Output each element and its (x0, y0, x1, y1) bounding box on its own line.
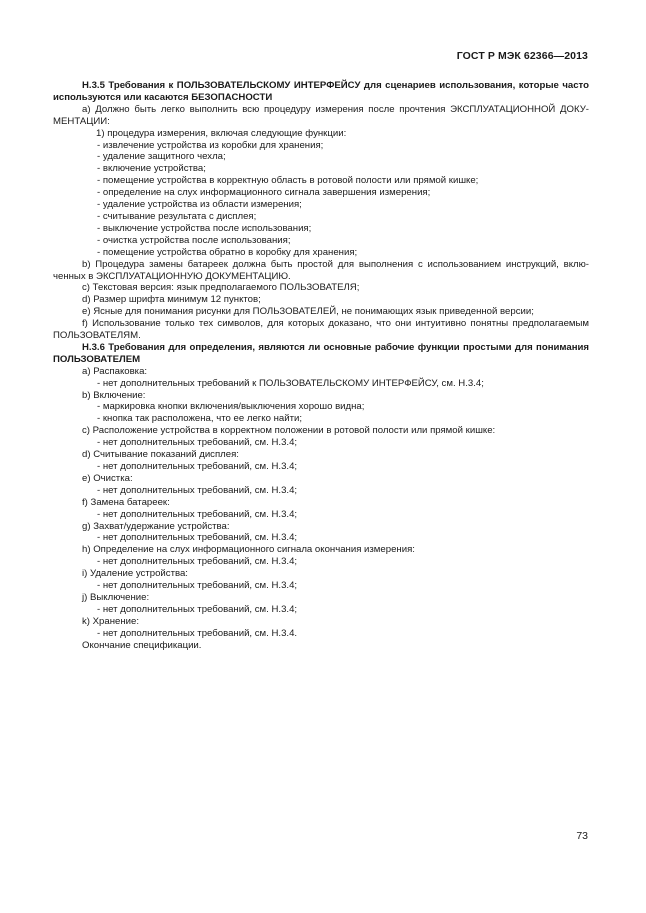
list-item: f) Замена батареек: (82, 496, 170, 508)
list-item: - помещение устройства обратно в коробку для хранения; (97, 246, 358, 258)
list-item: k) Хранение: (82, 615, 140, 627)
list-item: - включение устройства; (97, 163, 206, 175)
paragraph-h35-d: d) Размер шрифта минимум 12 пунктов; (82, 294, 261, 306)
list-item: - нет дополнительных требований, см. Н.3.4; (97, 484, 298, 496)
list-item: - выключение устройства после использования; (97, 222, 312, 234)
list-item: - удаление защитного чехла; (97, 151, 226, 163)
list-item: j) Выключение: (82, 591, 150, 603)
list-item: - удаление устройства из области измерения; (97, 199, 302, 211)
section-heading-h35: Н.3.5 Требования к ПОЛЬЗОВАТЕЛЬСКОМУ ИНТЕРФЕЙСУ для сценариев использования, которые часто используются или касаются БЕЗОПАСНОСТИ (53, 80, 589, 103)
document-body (53, 80, 589, 652)
list-item: e) Очистка: (82, 472, 133, 484)
list-item: - нет дополнительных требований, см. Н.3.4; (97, 532, 298, 544)
list-item: - нет дополнительных требований, см. Н.3.4; (97, 580, 298, 592)
list-item: - нет дополнительных требований к ПОЛЬЗОВАТЕЛЬСКОМУ ИНТЕРФЕЙСУ, см. Н.3.4; (97, 377, 484, 389)
list-item: b) Включение: (82, 389, 146, 401)
list-item: - извлечение устройства из коробки для хранения; (97, 139, 324, 151)
list-item: - нет дополнительных требований, см. Н.3.4; (97, 508, 298, 520)
end-of-specification: Окончание спецификации. (82, 639, 202, 651)
list-item: d) Считывание показаний дисплея: (82, 449, 239, 461)
list-item: - считывание результата с дисплея; (97, 210, 257, 222)
list-item: c) Расположение устройства в корректном положении в ротовой полости или прямой кишке: (82, 425, 496, 437)
list-item: - нет дополнительных требований, см. Н.3.4. (97, 627, 298, 639)
list-item: - нет дополнительных требований, см. Н.3.4; (97, 461, 298, 472)
list-item: - нет дополнительных требований, см. Н.3.4; (97, 556, 298, 568)
section-heading-h36: Н.3.6 Требования для определения, являются ли основные рабочие функции простыми для понимания ПОЛЬЗОВАТЕЛЕМ (53, 341, 589, 365)
list-item: g) Захват/удержание устройства: (82, 520, 230, 532)
list-item: - помещение устройства в корректную область в ротовой полости или прямой кишке; (97, 175, 479, 187)
paragraph-h35-e: e) Ясные для понимания рисунки для ПОЛЬЗОВАТЕЛЕЙ, не понимающих язык приведенной версии; (82, 306, 534, 318)
list-item: - очистка устройства после использования; (97, 234, 291, 246)
list-item: i) Удаление устройства: (82, 568, 188, 580)
list-item: h) Определение на слух информационного сигнала окончания измерения: (82, 544, 415, 556)
list-item-h35-a1: 1) процедура измерения, включая следующие функции: (96, 127, 347, 139)
list-item: - кнопка так расположена, что ее легко найти; (97, 413, 302, 425)
list-item: - нет дополнительных требований, см. Н.3.4; (97, 437, 298, 449)
document-header: ГОСТ Р МЭК 62366—2013 (456, 50, 588, 62)
paragraph-h35-f: f) Использование только тех символов, для которых доказано, что они интуитивно понятны предполагаемым ПОЛЬЗОВАТЕЛЯМ. (53, 318, 589, 342)
list-item: - маркировка кнопки включения/выключения хорошо видна; (97, 401, 365, 413)
list-item: - определение на слух информационного сигнала завершения измерения; (97, 187, 431, 199)
list-item: a) Распаковка: (82, 365, 148, 377)
paragraph-h35-a: а) Должно быть легко выполнить всю процедуру измерения после прочтения ЭКСПЛУАТАЦИОННОЙ ДОКУМЕНТАЦИИ: (53, 103, 589, 127)
paragraph-h35-c: c) Текстовая версия: язык предполагаемого ПОЛЬЗОВАТЕЛЯ; (82, 282, 360, 294)
paragraph-h35-b: b) Процедура замены батареек должна быть простой для выполнения с использованием инструкций, включенных в ЭКСПЛУАТАЦИОННУЮ ДОКУМЕНТАЦИЮ. (53, 258, 589, 282)
page-number: 73 (576, 830, 588, 842)
list-item: - нет дополнительных требований, см. Н.3.4; (97, 603, 298, 615)
